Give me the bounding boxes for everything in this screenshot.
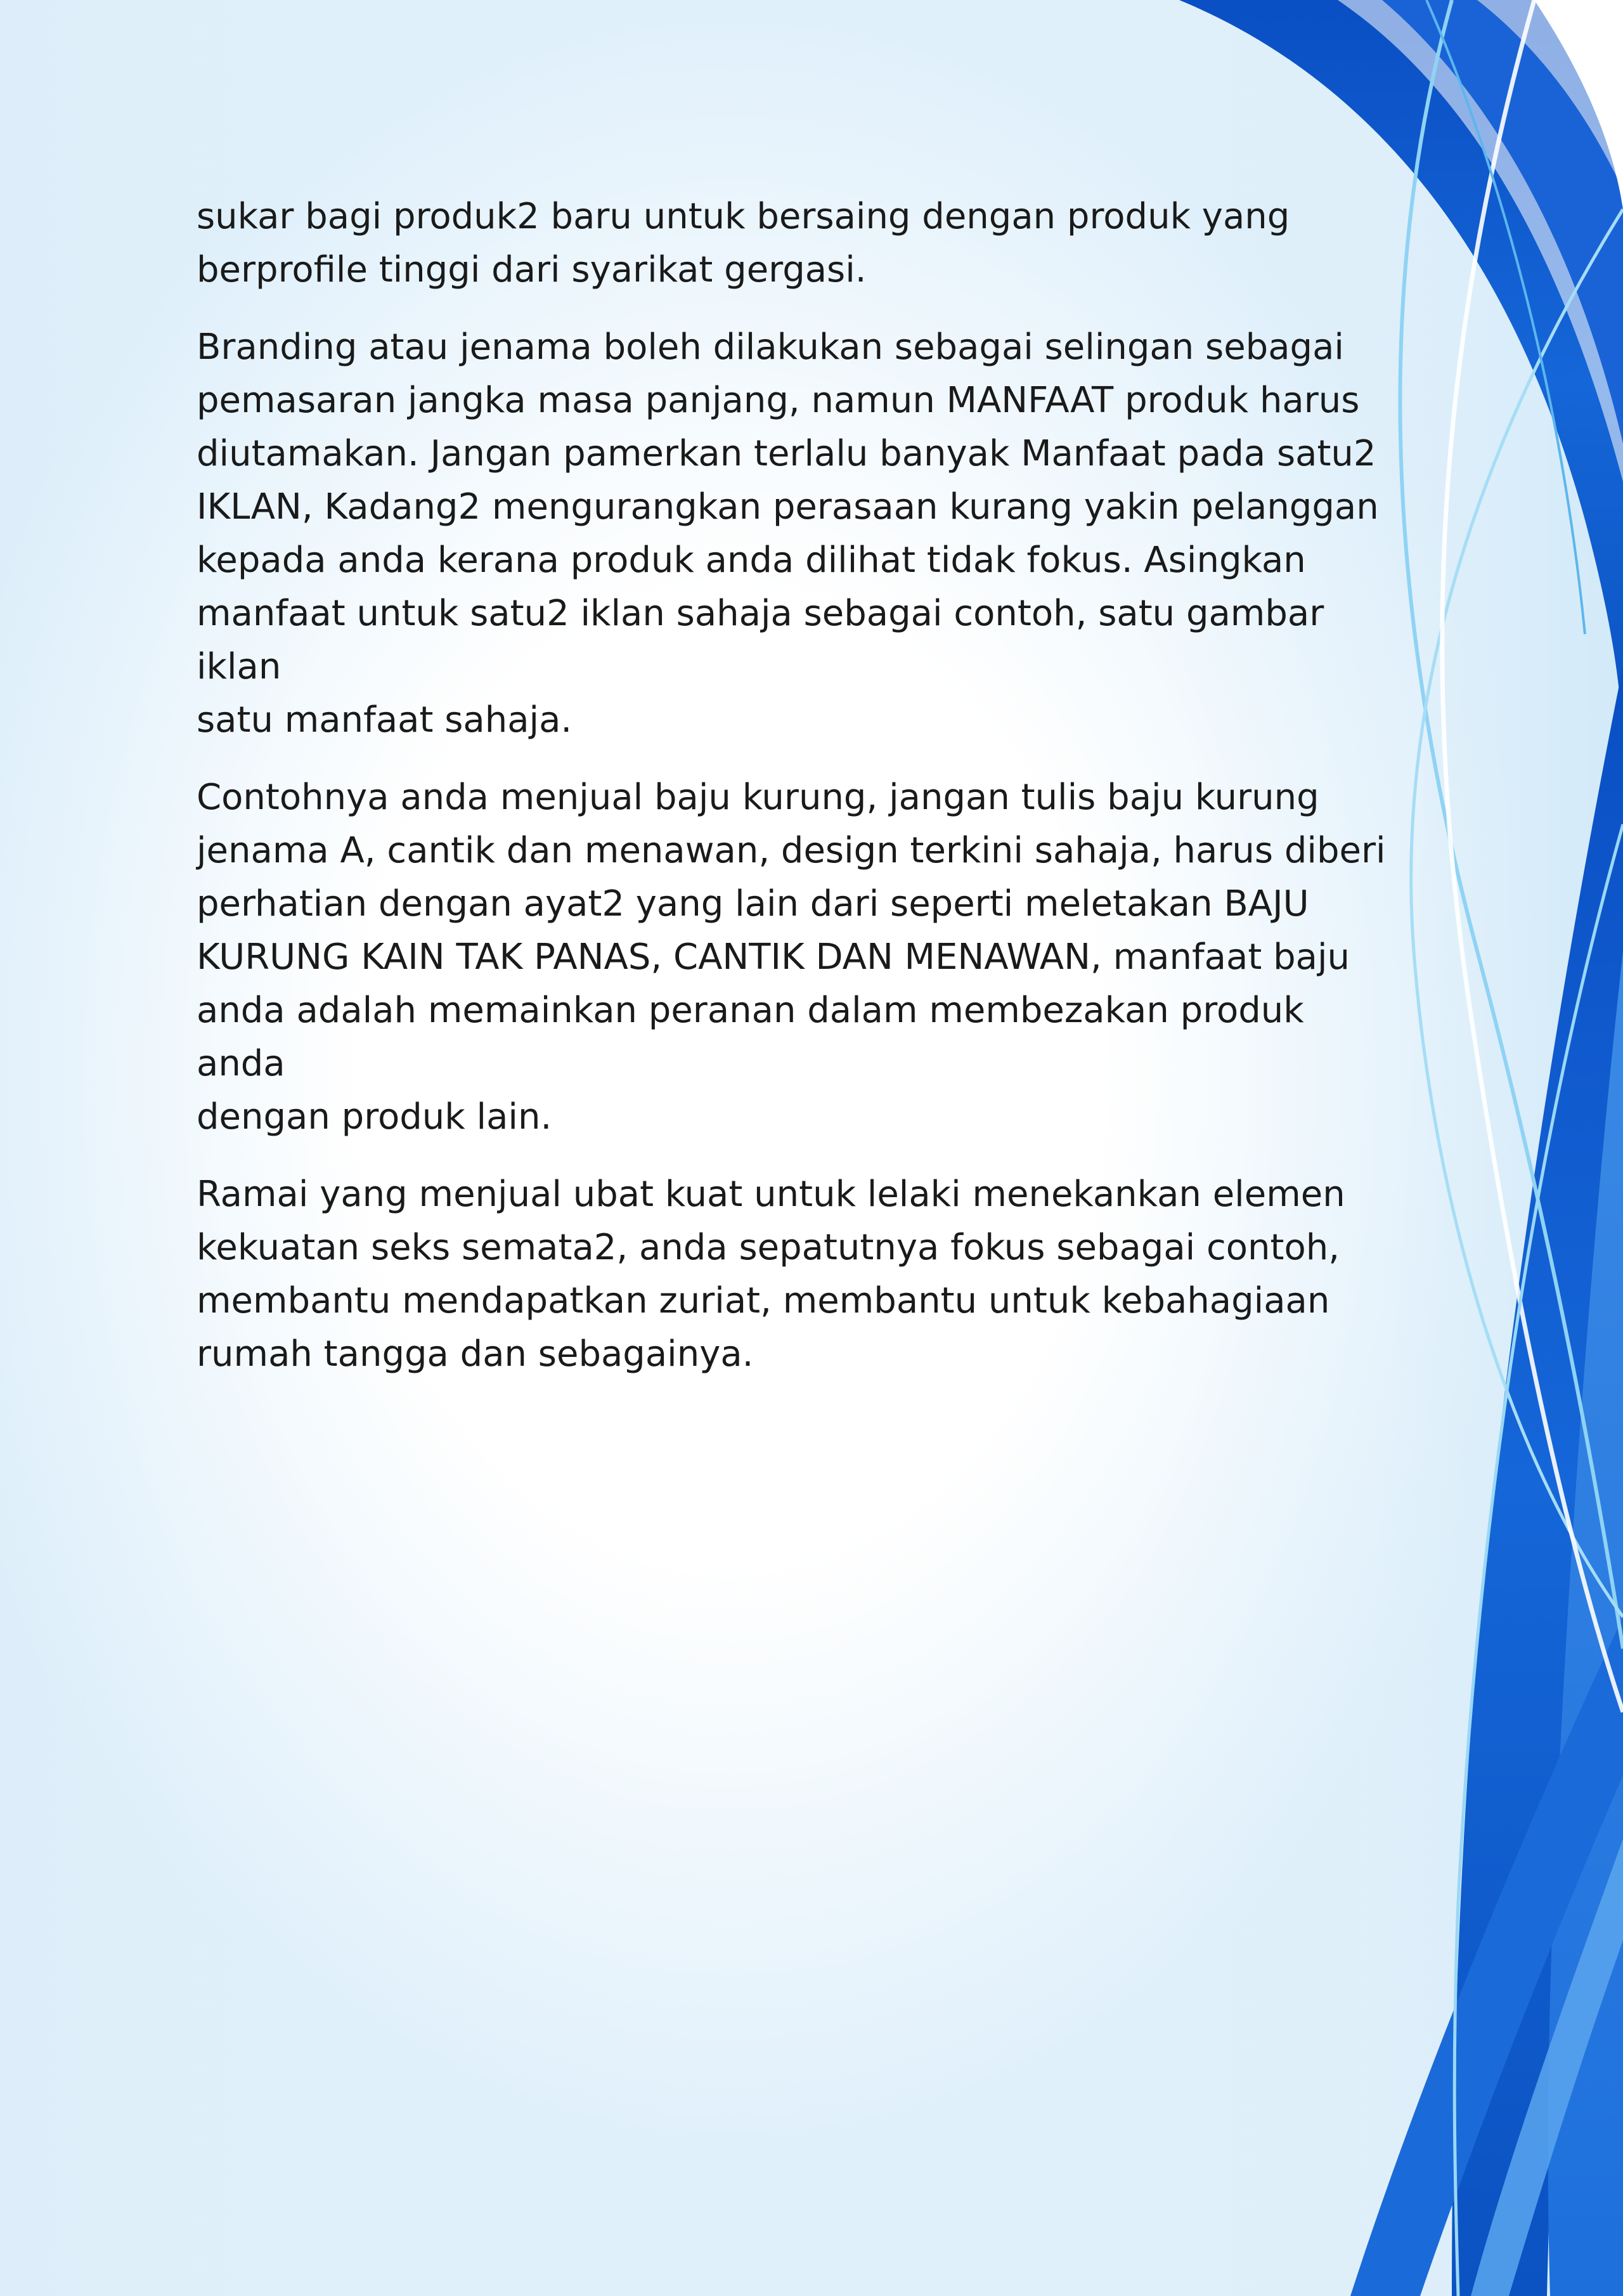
paragraph-1: sukar bagi produk2 baru untuk bersaing dengan produk yang berprofile tinggi dari syarikat gergasi.	[197, 196, 1290, 290]
document-body	[197, 190, 1401, 1405]
paragraph-4: Ramai yang menjual ubat kuat untuk lelaki menekankan elemen kekuatan seks semata2, anda sepatutnya fokus sebagai contoh, membantu mendapatkan zuriat, membantu untuk kebahagiaan rumah tangga dan sebagainya.	[197, 1174, 1345, 1375]
paragraph-3: Contohnya anda menjual baju kurung, jangan tulis baju kurung jenama A, cantik dan menawan, design terkini sahaja, harus diberi perhatian dengan ayat2 yang lain dari seperti meletakan BAJU KURUNG KAIN TAK PANAS, CANTIK DAN MENAWAN, manfaat baju anda adalah memainkan peranan dalam membezakan produk anda dengan produk lain.	[197, 777, 1386, 1138]
paragraph-2: Branding atau jenama boleh dilakukan sebagai selingan sebagai pemasaran jangka masa panjang, namun MANFAAT produk harus diutamakan. Jangan pamerkan terlalu banyak Manfaat pada satu2 IKLAN, Kadang2 mengurangkan perasaan kurang yakin pelanggan kepada anda kerana produk anda dilihat tidak fokus. Asingkan manfaat untuk satu2 iklan sahaja sebagai contoh, satu gambar iklan satu manfaat sahaja.	[197, 327, 1379, 741]
